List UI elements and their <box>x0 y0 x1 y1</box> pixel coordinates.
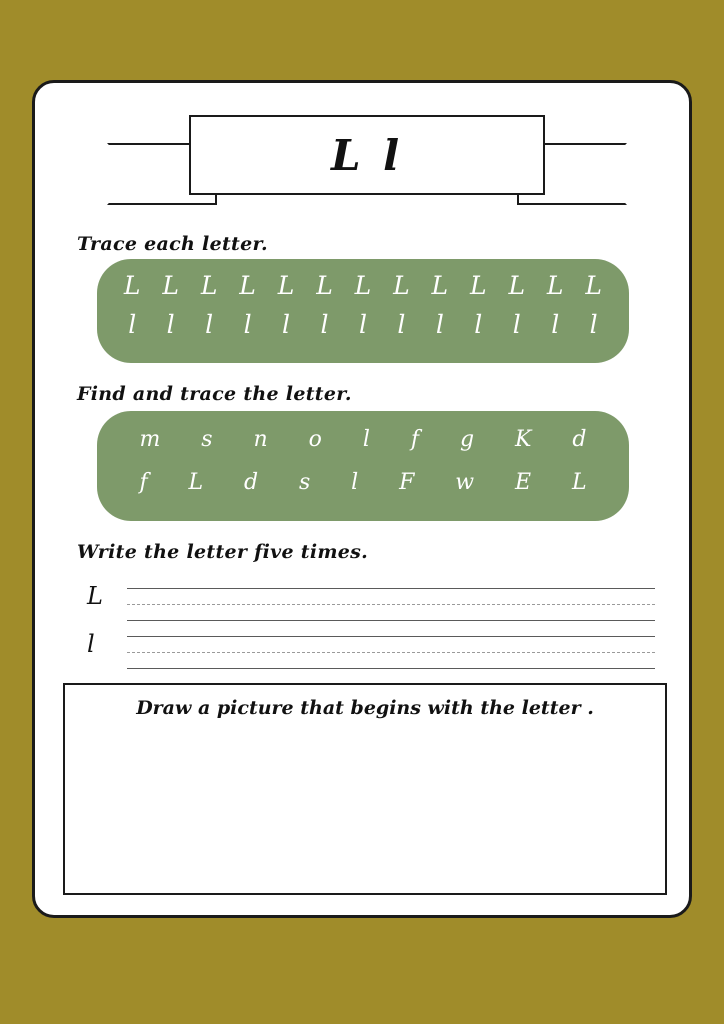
trace-glyph-lower-9: l <box>474 310 483 339</box>
trace-glyph-upper-2: L <box>200 271 218 300</box>
trace-glyph-upper-0: L <box>123 271 141 300</box>
find-glyph-r1-3: o <box>308 427 322 452</box>
find-glyph-r2-2: d <box>243 470 259 495</box>
writing-rule-mid <box>127 604 655 605</box>
writing-rule-top <box>127 588 655 589</box>
find-glyph-r1-1: s <box>201 427 213 452</box>
banner-center-panel <box>189 115 545 195</box>
trace-glyph-upper-5: L <box>316 271 333 300</box>
trace-glyph-upper-9: L <box>470 271 487 300</box>
drawing-box[interactable] <box>63 683 667 895</box>
title-banner <box>107 115 627 215</box>
writing-line-group-lowercase[interactable] <box>87 630 655 674</box>
writing-rule-mid-2 <box>127 652 655 653</box>
trace-glyph-lower-11: l <box>551 310 560 339</box>
trace-glyph-upper-10: L <box>508 271 526 300</box>
find-heading: Find and trace the letter. <box>77 383 352 405</box>
trace-glyph-lower-4: l <box>282 310 291 339</box>
find-glyph-r1-6: g <box>459 427 475 452</box>
trace-glyph-lower-3: l <box>243 310 252 339</box>
find-glyph-r2-8: L <box>571 470 587 495</box>
find-glyph-r2-6: w <box>455 470 475 495</box>
writing-rule-bottom-2 <box>127 668 655 669</box>
trace-glyph-lower-5: l <box>320 310 329 339</box>
trace-practice-box <box>97 259 629 363</box>
find-glyph-r2-3: s <box>298 470 311 495</box>
find-glyph-r1-4: l <box>362 427 370 452</box>
find-row-2 <box>119 470 607 495</box>
trace-glyph-lower-8: l <box>435 310 444 339</box>
find-glyph-r1-2: n <box>253 427 268 452</box>
drawing-caption: Draw a picture that begins with the letter . <box>136 697 594 719</box>
trace-glyph-lower-2: l <box>205 310 214 339</box>
find-glyph-r2-4: l <box>351 470 359 495</box>
worksheet-sheet <box>32 80 692 918</box>
find-glyph-r2-0: f <box>139 470 148 495</box>
find-row-1 <box>119 427 607 452</box>
trace-glyph-upper-12: L <box>585 271 602 300</box>
page-title: L l <box>330 130 404 180</box>
trace-glyph-lower-12: l <box>589 310 598 339</box>
find-glyph-r2-7: E <box>514 470 532 495</box>
find-glyph-r1-5: f <box>410 427 420 452</box>
writing-rule-top-2 <box>127 636 655 637</box>
writing-line-label-lowercase: l <box>87 630 95 658</box>
find-glyph-r2-5: F <box>399 470 415 495</box>
trace-glyph-lower-10: l <box>512 310 521 339</box>
trace-glyph-upper-8: L <box>431 271 449 300</box>
trace-lowercase-row <box>113 310 613 339</box>
find-practice-box <box>97 411 629 521</box>
writing-practice-area <box>75 582 655 678</box>
trace-heading: Trace each letter. <box>77 233 268 255</box>
trace-glyph-lower-0: l <box>128 310 137 339</box>
trace-glyph-upper-4: L <box>277 271 295 300</box>
find-glyph-r2-1: L <box>188 470 204 495</box>
trace-glyph-lower-1: l <box>166 310 175 339</box>
trace-glyph-upper-3: L <box>239 271 256 300</box>
trace-glyph-upper-7: L <box>393 271 410 300</box>
trace-glyph-upper-6: L <box>354 271 372 300</box>
trace-glyph-lower-7: l <box>397 310 406 339</box>
trace-glyph-upper-1: L <box>162 271 179 300</box>
find-glyph-r1-8: d <box>572 427 587 452</box>
trace-uppercase-row <box>113 271 613 300</box>
writing-line-group-uppercase[interactable] <box>87 582 655 626</box>
writing-rule-bottom <box>127 620 655 621</box>
trace-glyph-upper-11: L <box>546 271 564 300</box>
writing-line-label-uppercase: L <box>87 582 103 610</box>
find-glyph-r1-0: m <box>139 427 161 452</box>
find-glyph-r1-7: K <box>515 427 532 452</box>
write-heading: Write the letter five times. <box>77 541 369 563</box>
trace-glyph-lower-6: l <box>358 310 367 339</box>
